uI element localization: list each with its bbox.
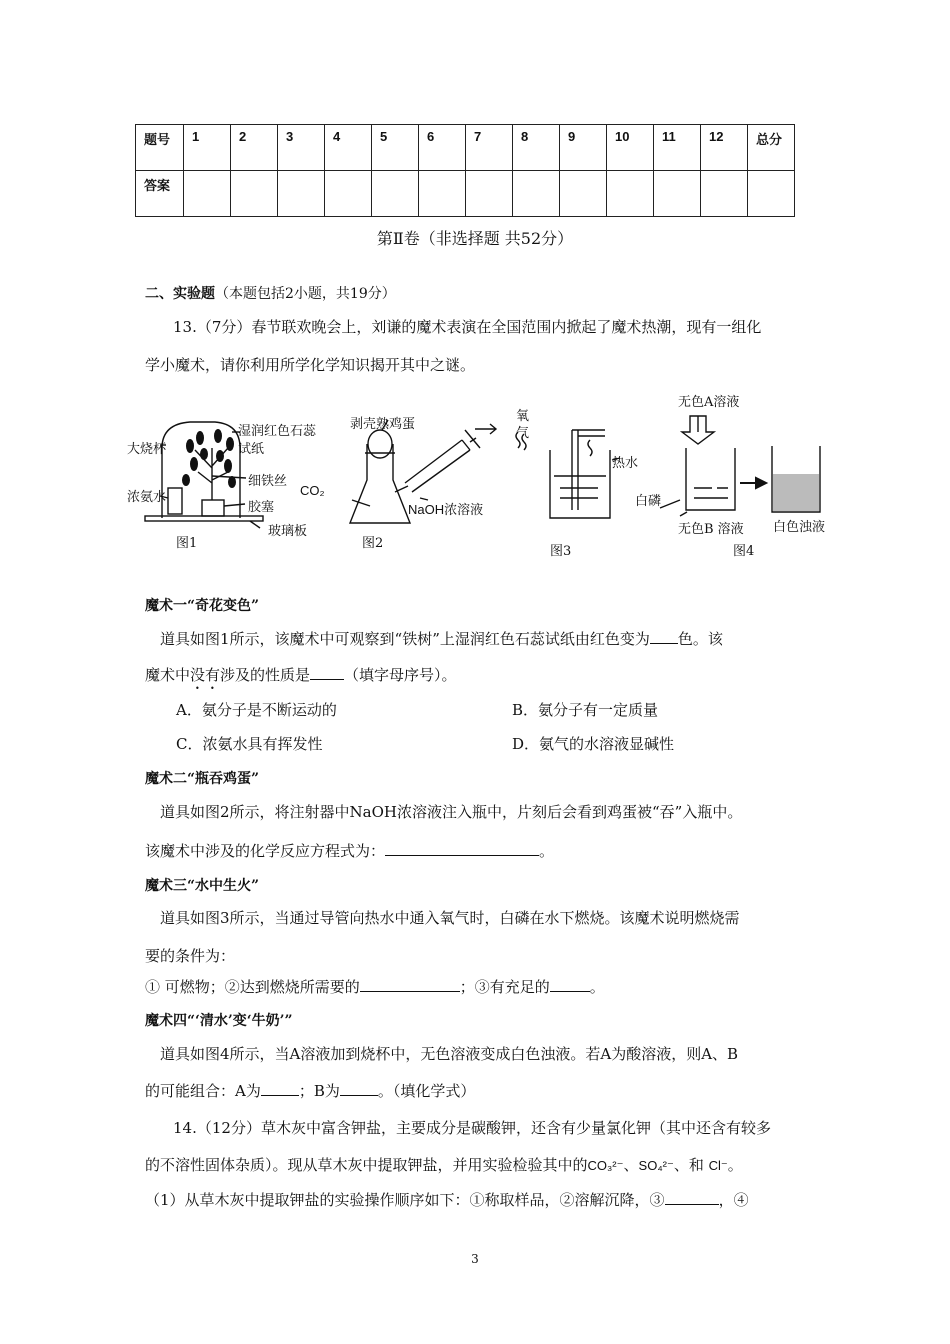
answer-cell[interactable]: [701, 171, 748, 217]
answer-cell[interactable]: [466, 171, 513, 217]
table-header-cell: 4: [325, 125, 372, 171]
answer-cell[interactable]: [231, 171, 278, 217]
magic4-text-a: 的可能组合：A为: [145, 1082, 261, 1100]
option-b: B．氨分子有一定质量: [512, 701, 659, 719]
label-oxygen2: 气: [516, 426, 530, 441]
answer-row-label: 答案: [136, 171, 184, 217]
b-formula-blank[interactable]: [340, 1081, 378, 1096]
answer-cell[interactable]: [513, 171, 560, 217]
magic3-line3: [145, 976, 605, 997]
magic4-title: 魔术四“‘清水’变‘牛奶’”: [145, 1013, 293, 1029]
magic1-line1: [160, 628, 723, 649]
a-formula-blank[interactable]: [261, 1081, 299, 1096]
q13-line2: 学小魔术，请你利用所学化学知识揭开其中之谜。: [145, 356, 476, 374]
down-arrow: [682, 416, 714, 444]
label-wire: 细铁丝: [248, 474, 288, 489]
leader-stopper: [224, 504, 245, 506]
stopper-block: [202, 500, 224, 516]
magic2-line1: 道具如图2所示，将注射器中NaOH浓溶液注入瓶中，片刻后会看到鸡蛋被“吞”入瓶中。: [160, 803, 743, 821]
q13-line1: 13.（7分）春节联欢晚会上，刘谦的魔术表演在全国范围内掀起了魔术热潮，现有一组化: [173, 318, 762, 336]
table-header-cell: 1: [184, 125, 231, 171]
magic4-line2: [145, 1080, 475, 1101]
table-header-cell: 8: [513, 125, 560, 171]
caption-fig2: 图2: [362, 536, 384, 551]
oxygen-blank[interactable]: [550, 977, 590, 992]
label-paper2: 试纸: [238, 442, 265, 457]
label-oxygen: 氧: [516, 409, 530, 424]
magic3-title: 魔术三“水中生火”: [145, 878, 260, 894]
magic4-text-c: 。（填化学式）: [377, 1082, 476, 1100]
caption-fig3: 图3: [550, 544, 572, 559]
page-number: 3: [471, 1252, 479, 1266]
water-lines: [554, 476, 606, 498]
answer-table-header-row: [136, 125, 795, 171]
table-header-cell: 2: [231, 125, 278, 171]
magic1-title: 魔术一“奇花变色”: [145, 598, 260, 614]
table-header-cell: 9: [560, 125, 607, 171]
ion-chloride: Cl⁻: [708, 1158, 728, 1173]
magic3-text-a: ① 可燃物；②达到燃烧所需要的: [145, 978, 360, 996]
magic3-line2: 要的条件为：: [145, 947, 236, 965]
leader-plate: [250, 521, 260, 528]
magic1-line2: [145, 664, 457, 693]
magic1-text-c: 魔术中: [145, 666, 191, 684]
table-header-cell: 3: [278, 125, 325, 171]
equation-blank[interactable]: [385, 841, 539, 856]
leader-sol-b: [680, 512, 687, 516]
section-title: 二、实验题: [145, 286, 215, 302]
caption-fig4: 图4: [733, 544, 755, 559]
magic2-text-b: 。: [539, 842, 555, 860]
answer-cell[interactable]: [325, 171, 372, 217]
q14-line3: [145, 1189, 749, 1210]
magic3-text-b: ；③有充足的: [459, 978, 550, 996]
table-header-cell: 10: [607, 125, 654, 171]
table-header-cell: 7: [466, 125, 513, 171]
magic2-title: 魔术二“瓶吞鸡蛋”: [145, 771, 260, 787]
q14-line1: 14.（12分）草木灰中富含钾盐，主要成分是碳酸钾，还含有少量氯化钾（其中还含有较多: [173, 1119, 771, 1137]
q14-text-b: （1）从草木灰中提取钾盐的实验操作顺序如下：①称取样品，②溶解沉降，③: [145, 1191, 665, 1209]
answer-cell[interactable]: [607, 171, 654, 217]
magic2-line2: [145, 840, 554, 861]
answer-cell[interactable]: [419, 171, 466, 217]
label-co2: CO₂: [300, 483, 325, 498]
caption-fig1: 图1: [176, 536, 198, 551]
q14-text-a: 的不溶性固体杂质）。现从草木灰中提取钾盐，并用实验检验其中的: [145, 1156, 588, 1174]
magic1-text-a: 道具如图1所示，该魔术中可观察到“铁树”上湿润红色石蕊试纸由红色变为: [160, 630, 650, 648]
magic3-text-c: 。: [589, 978, 605, 996]
magic4-line1: 道具如图4所示，当A溶液加到烧杯中，无色溶液变成白色浊液。若A为酸溶液，则A、B: [160, 1045, 739, 1063]
magic4-text-b: ；B为: [298, 1082, 340, 1100]
operation-blank[interactable]: [665, 1190, 719, 1205]
section-note: （本题包括2小题，共19分）: [215, 286, 396, 302]
answer-cell[interactable]: [560, 171, 607, 217]
syringe-body: [405, 430, 480, 492]
flask-shape: [350, 444, 410, 523]
table-header-cell: 5: [372, 125, 419, 171]
label-sol-a: 无色A溶液: [678, 395, 740, 410]
option-a: A．氨分子是不断运动的: [176, 701, 337, 719]
turbid-liquid: [773, 474, 819, 511]
temperature-blank[interactable]: [360, 977, 460, 992]
part-title: 第Ⅱ卷（非选择题 共52分）: [376, 229, 574, 248]
egg-shape: [368, 430, 392, 458]
table-header-cell: 6: [419, 125, 466, 171]
answer-cell[interactable]: [748, 171, 795, 217]
label-phosphorus: 白磷: [635, 494, 662, 509]
answer-cell[interactable]: [654, 171, 701, 217]
ion-sulfate: SO₄²⁻: [638, 1158, 674, 1173]
beaker-b: [686, 448, 735, 510]
label-sol-b: 无色B 溶液: [678, 522, 744, 537]
label-stopper: 胶塞: [248, 500, 275, 515]
leader-phosphorus: [660, 500, 680, 508]
table-header-cell: 题号: [136, 125, 184, 171]
label-ammonia: 浓氨水: [127, 490, 167, 505]
iron-tree-leaves: [182, 429, 236, 488]
table-header-cell: 总分: [748, 125, 795, 171]
leader-flask: [352, 500, 370, 506]
answer-table: [135, 124, 795, 217]
answer-cell[interactable]: [372, 171, 419, 217]
color-blank[interactable]: [650, 629, 678, 644]
answer-cell[interactable]: [184, 171, 231, 217]
property-blank[interactable]: [310, 665, 344, 680]
q14-text-c: ，④: [718, 1191, 749, 1209]
label-turbid: 白色浊液: [773, 520, 826, 535]
magic3-line1: 道具如图3所示，当通过导管向热水中通入氧气时，白磷在水下燃烧。该魔术说明燃烧需: [160, 909, 740, 927]
magic1-text-e: （填字母序号）。: [344, 666, 457, 684]
label-egg: 剥壳熟鸡蛋: [350, 417, 416, 432]
answer-table-answer-row: [136, 171, 795, 217]
label-naoh: NaOH浓溶液: [408, 502, 484, 517]
label-water: 热水: [612, 456, 639, 471]
answer-cell[interactable]: [278, 171, 325, 217]
ion-carbonate: CO₃²⁻: [587, 1158, 624, 1173]
emphasized-text: 没有: [190, 666, 221, 684]
beaker-b-lines: [694, 488, 728, 498]
option-d: D．氨气的水溶液显碱性: [512, 735, 675, 753]
table-header-cell: 12: [701, 125, 748, 171]
magic1-text-d: 涉及的性质是: [220, 666, 311, 684]
arrow-to-fig3: [475, 424, 496, 434]
section-heading: [145, 283, 396, 303]
q14-line2: 的不溶性固体杂质）。现从草木灰中提取钾盐，并用实验检验其中的CO₃²⁻、SO₄²⁻、和 Cl⁻。: [145, 1156, 743, 1174]
magic2-text-a: 该魔术中涉及的化学反应方程式为：: [145, 842, 386, 860]
label-plate: 玻璃板: [268, 524, 308, 539]
beaker-fig3: [550, 450, 610, 518]
label-paper: 湿润红色石蕊: [238, 424, 317, 439]
table-header-cell: 11: [654, 125, 701, 171]
option-c: C．浓氨水具有挥发性: [176, 735, 323, 753]
magic1-text-b: 色。该: [677, 630, 723, 648]
arrow-to-beaker-c: [740, 478, 766, 488]
label-beaker: 大烧杯: [127, 442, 167, 457]
ammonia-beaker: [168, 488, 182, 514]
